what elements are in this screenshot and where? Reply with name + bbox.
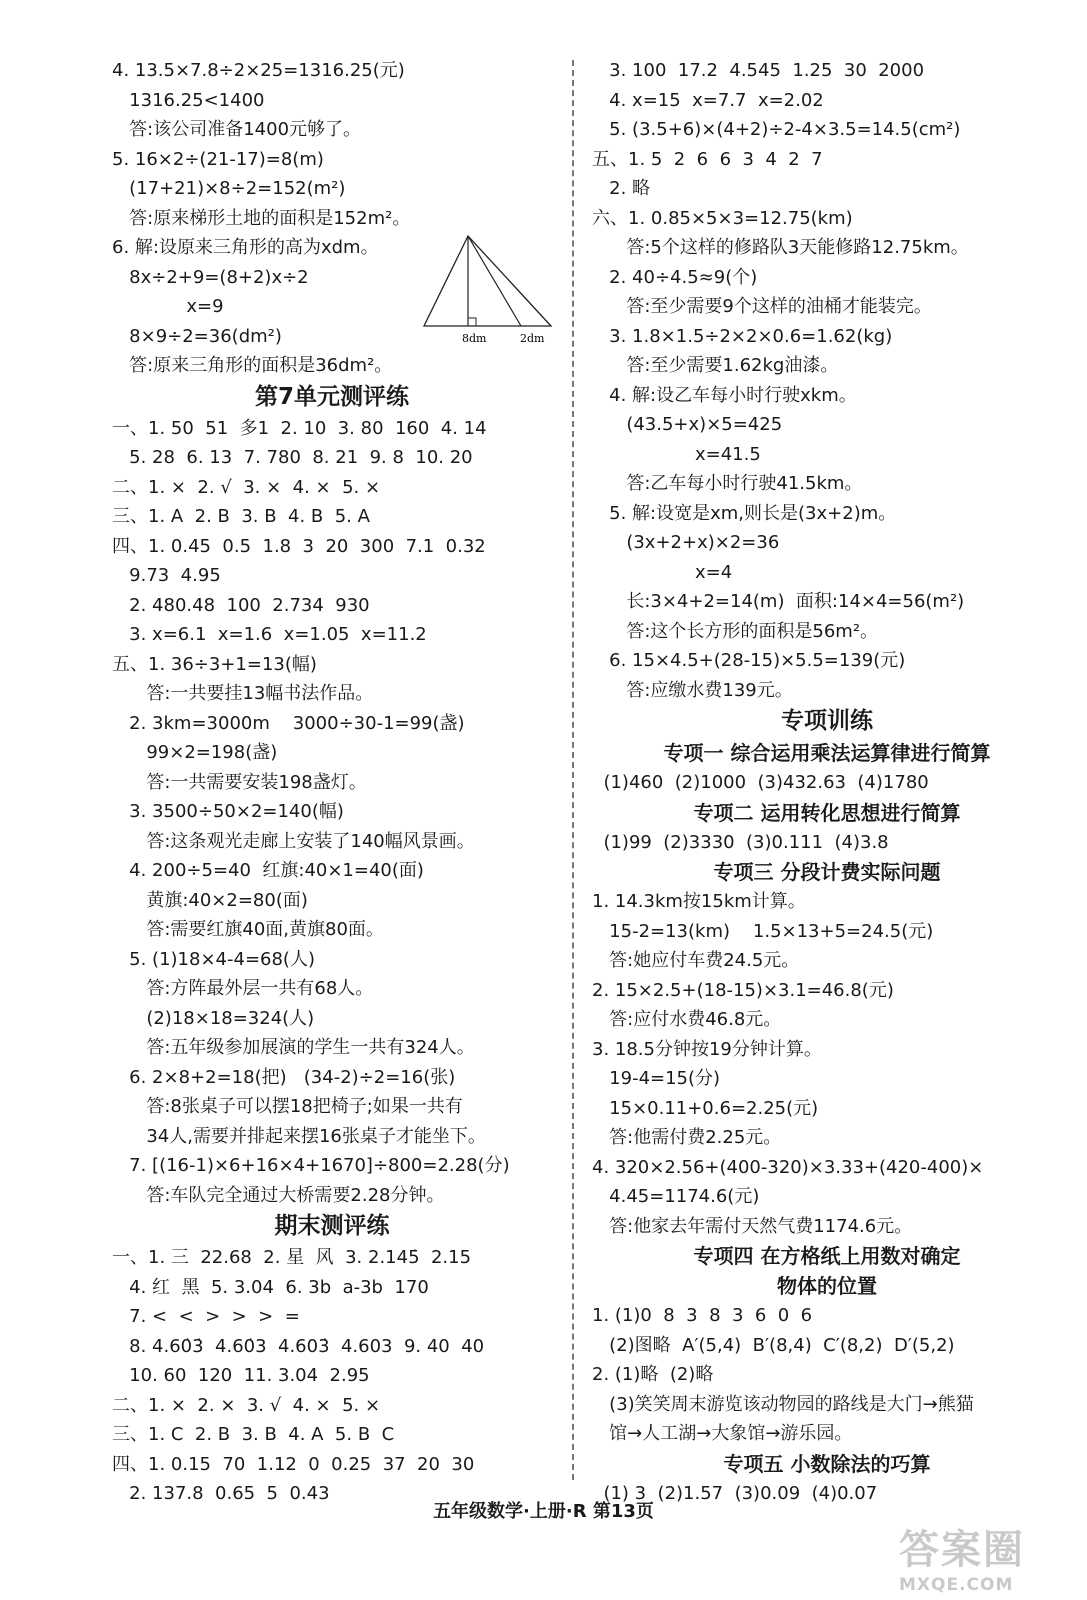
answer-line: 10. 60 120 11. 3.04 2.95 xyxy=(112,1365,370,1386)
triangle-outline xyxy=(424,236,551,326)
answer-line: 4. 解:设乙车每小时行驶xkm。 xyxy=(592,384,857,406)
answer-line: 15-2=13(km) 1.5×13+5=24.5(元) xyxy=(592,920,934,942)
answer-line: (17+21)×8÷2=152(m²) xyxy=(112,178,346,199)
answer-line: 五、1. 5 2 6 6 3 4 2 7 xyxy=(592,148,823,170)
watermark xyxy=(899,1518,1069,1595)
answer-line: 4. 320×2.56+(400-320)×3.33+(420-400)× xyxy=(592,1156,984,1178)
answer-line: (1) 3 (2)1.57 (3)0.09 (4)0.07 xyxy=(592,1482,878,1504)
answer-line: 4. 红 黑 5. 3.04 6. 3b a-3b 170 xyxy=(112,1276,429,1298)
answer-line: x=41.5 xyxy=(592,443,761,465)
triangle-base-label: 8dm xyxy=(462,332,487,345)
answer-line: 5. 解:设宽是xm,则长是(3x+2)m。 xyxy=(592,502,897,524)
right-angle-mark xyxy=(468,318,476,326)
answer-line: 答:五年级参加展演的学生一共有324人。 xyxy=(112,1037,475,1058)
answer-line: 黄旗:40×2=80(面) xyxy=(112,889,308,911)
section-heading: 第7单元测评练 xyxy=(254,383,409,410)
answer-line: 4. 200÷5=40 红旗:40×1=40(面) xyxy=(112,860,424,881)
section-heading: 专项训练 xyxy=(781,708,873,734)
triangle-right-label: 2dm xyxy=(520,332,545,345)
answer-line: 答:他需付费2.25元。 xyxy=(592,1127,782,1148)
watermark-url: MXQE.COM xyxy=(899,1575,1014,1595)
answer-line: 答:这条观光走廊上安装了140幅风景画。 xyxy=(112,830,475,852)
section-heading: 期末测评练 xyxy=(274,1213,390,1239)
answer-line: 答:一共需要安装198盏灯。 xyxy=(112,771,367,793)
answer-line: 19-4=15(分) xyxy=(592,1068,721,1089)
answer-line: (1)460 (2)1000 (3)432.63 (4)1780 xyxy=(592,772,929,793)
subsection-heading: 专项五 小数除法的巧算 xyxy=(723,1451,931,1476)
answer-line: 1. 14.3km按15km计算。 xyxy=(592,891,806,912)
answer-line: 四、1. 0.45 0.5 1.8 3 20 300 7.1 0.32 xyxy=(112,535,486,557)
subsection-heading: 专项四 在方格纸上用数对确定 xyxy=(693,1244,961,1268)
answer-line: 答:原来三角形的面积是36dm²。 xyxy=(112,355,393,376)
answer-line: 2. (1)略 (2)略 xyxy=(592,1364,714,1385)
answer-line: 2. 480.48 100 2.734 930 xyxy=(112,594,370,616)
answer-line: 2. 15×2.5+(18-15)×3.1=46.8(元) xyxy=(592,979,894,1001)
answer-line: 1. (1)0 8 3 8 3 6 0 6 xyxy=(592,1305,813,1326)
subsection-heading: 专项一 综合运用乘法运算律进行简算 xyxy=(663,741,991,765)
answer-line: 34人,需要并排起来摆16张桌子才能坐下。 xyxy=(112,1125,486,1147)
answer-line: 3. 100 17.2 4.545 1.25 30 2000 xyxy=(592,60,925,81)
answer-line: 2. 137.8 0.65 5 0.43 xyxy=(112,1483,330,1504)
answer-line: 答:车队完全通过大桥需要2.28分钟。 xyxy=(112,1184,445,1206)
triangle-extension-line xyxy=(468,236,521,326)
answer-line: 5. (1)18×4-4=68(人) xyxy=(112,948,315,970)
answer-line: (3)笑笑周末游览该动物园的路线是大门→熊猫 xyxy=(592,1393,974,1415)
answer-line: 7. [(16-1)×6+16×4+1670]÷800=2.28(分) xyxy=(112,1155,510,1176)
answer-line: 馆→人工湖→大象馆→游乐园。 xyxy=(592,1423,853,1444)
answer-line: 8×9÷2=36(dm²) xyxy=(112,325,282,347)
page-footer: 五年级数学·上册·R 第13页 xyxy=(433,1501,654,1522)
answer-line: 五、1. 36÷3+1=13(幅) xyxy=(112,653,317,675)
answer-line: 答:需要红旗40面,黄旗80面。 xyxy=(112,919,384,940)
subsection-heading: 专项二 运用转化思想进行简算 xyxy=(693,800,961,825)
answer-line: 答:这个长方形的面积是56m²。 xyxy=(592,620,879,642)
answer-line: 7. < < > > > = xyxy=(112,1306,300,1327)
watermark-logo-text: 答案圈 xyxy=(899,1526,1025,1573)
answer-line: 2. 40÷4.5≈9(个) xyxy=(592,266,758,288)
triangle-figure xyxy=(420,232,555,347)
answer-line: 3. 1.8×1.5÷2×2×0.6=1.62(kg) xyxy=(592,325,893,347)
answer-line: 答:他家去年需付天然气费1174.6元。 xyxy=(592,1215,913,1237)
column-divider xyxy=(572,60,574,1480)
subsection-heading: 专项三 分段计费实际问题 xyxy=(713,860,941,884)
answer-line: (3x+2+x)×2=36 xyxy=(592,532,780,553)
answer-line: 5. 28 6. 13 7. 780 8. 21 9. 8 10. 20 xyxy=(112,447,473,468)
answer-line: 四、1. 0.15 70 1.12 0 0.25 37 20 30 xyxy=(112,1453,475,1475)
answer-line: 1316.25<1400 xyxy=(112,89,265,111)
answer-line: 一、1. 50 51 多1 2. 10 3. 80 160 4. 14 xyxy=(112,417,487,439)
subsection-heading: 物体的位置 xyxy=(777,1274,877,1298)
answer-line: 2. 3km=3000m 3000÷30-1=99(盏) xyxy=(112,712,465,734)
answer-line: 答:该公司准备1400元够了。 xyxy=(112,119,362,140)
answer-line: 4. x=15 x=7.7 x=2.02 xyxy=(592,89,824,111)
answer-line: 答:应缴水费139元。 xyxy=(592,679,793,701)
answer-line: 8. 4.60̇3̇ 4.60̇3 4.603̇ 4.603 9. 40 40 xyxy=(112,1335,485,1357)
answer-line: 二、1. × 2. × 3. √ 4. × 5. × xyxy=(112,1394,381,1416)
answer-line: 9.73 4.95 xyxy=(112,565,221,586)
answer-line: 答:8张桌子可以摆18把椅子;如果一共有 xyxy=(112,1096,463,1117)
answer-line: 六、1. 0.85×5×3=12.75(km) xyxy=(592,207,853,229)
answer-line: 6. 解:设原来三角形的高为xdm。 xyxy=(112,237,379,258)
answer-line: 二、1. × 2. √ 3. × 4. × 5. × xyxy=(112,476,381,498)
answer-line: 长:3×4+2=14(m) 面积:14×4=56(m²) xyxy=(592,591,965,612)
answer-line: 答:一共要挂13幅书法作品。 xyxy=(112,683,374,704)
answer-line: 4.45=1174.6(元) xyxy=(592,1186,760,1207)
answer-line: 5. 16×2÷(21-17)=8(m) xyxy=(112,148,324,170)
answer-line: (1)99 (2)3330 (3)0.111 (4)3.8 xyxy=(592,831,889,853)
answer-line: 答:应付水费46.8元。 xyxy=(592,1009,782,1030)
answer-line: 3. x=6.1 x=1.6 x=1.05 x=11.2 xyxy=(112,624,427,645)
answer-line: (2)图略 A′(5,4) B′(8,4) C′(8,2) D′(5,2) xyxy=(592,1334,955,1356)
answer-line: 4. 13.5×7.8÷2×25=1316.25(元) xyxy=(112,60,405,81)
answer-line: 6. 2×8+2=18(把) (34-2)÷2=16(张) xyxy=(112,1066,456,1088)
answer-line: 三、1. C 2. B 3. B 4. A 5. B C xyxy=(112,1424,395,1445)
answer-line: 答:原来梯形土地的面积是152m²。 xyxy=(112,207,411,229)
answer-line: 答:方阵最外层一共有68人。 xyxy=(112,978,374,999)
answer-line: 答:至少需要1.62kg油漆。 xyxy=(592,355,839,376)
answer-line: 6. 15×4.5+(28-15)×5.5=139(元) xyxy=(592,650,906,671)
answer-line: 答:她应付车费24.5元。 xyxy=(592,950,800,971)
right-column xyxy=(592,56,1062,1508)
answer-line: 一、1. 三 22.68 2. 星 风 3. 2.145̇ 2.15 xyxy=(112,1247,472,1268)
answer-line: 8x÷2+9=(8+2)x÷2 xyxy=(112,266,309,288)
answer-line: 2. 略 xyxy=(592,178,651,199)
answer-line: 99×2=198(盏) xyxy=(112,742,278,763)
answer-line: 3. 18.5分钟按19分钟计算。 xyxy=(592,1038,822,1060)
answer-line: (2)18×18=324(人) xyxy=(112,1007,315,1029)
answer-line: 答:5个这样的修路队3天能修路12.75km。 xyxy=(592,237,969,258)
answer-line: x=9 xyxy=(112,296,224,317)
answer-line: 3. 3500÷50×2=140(幅) xyxy=(112,801,344,822)
answer-line: 15×0.11+0.6=2.25(元) xyxy=(592,1097,819,1119)
answer-line: 答:乙车每小时行驶41.5km。 xyxy=(592,473,863,494)
answer-line: 答:至少需要9个这样的油桶才能装完。 xyxy=(592,296,932,317)
answer-line: 三、1. A 2. B 3. B 4. B 5. A xyxy=(112,506,370,527)
answer-line: 5. (3.5+6)×(4+2)÷2-4×3.5=14.5(cm²) xyxy=(592,119,961,140)
answer-line: (43.5+x)×5=425 xyxy=(592,414,783,435)
answer-line: x=4 xyxy=(592,561,733,583)
